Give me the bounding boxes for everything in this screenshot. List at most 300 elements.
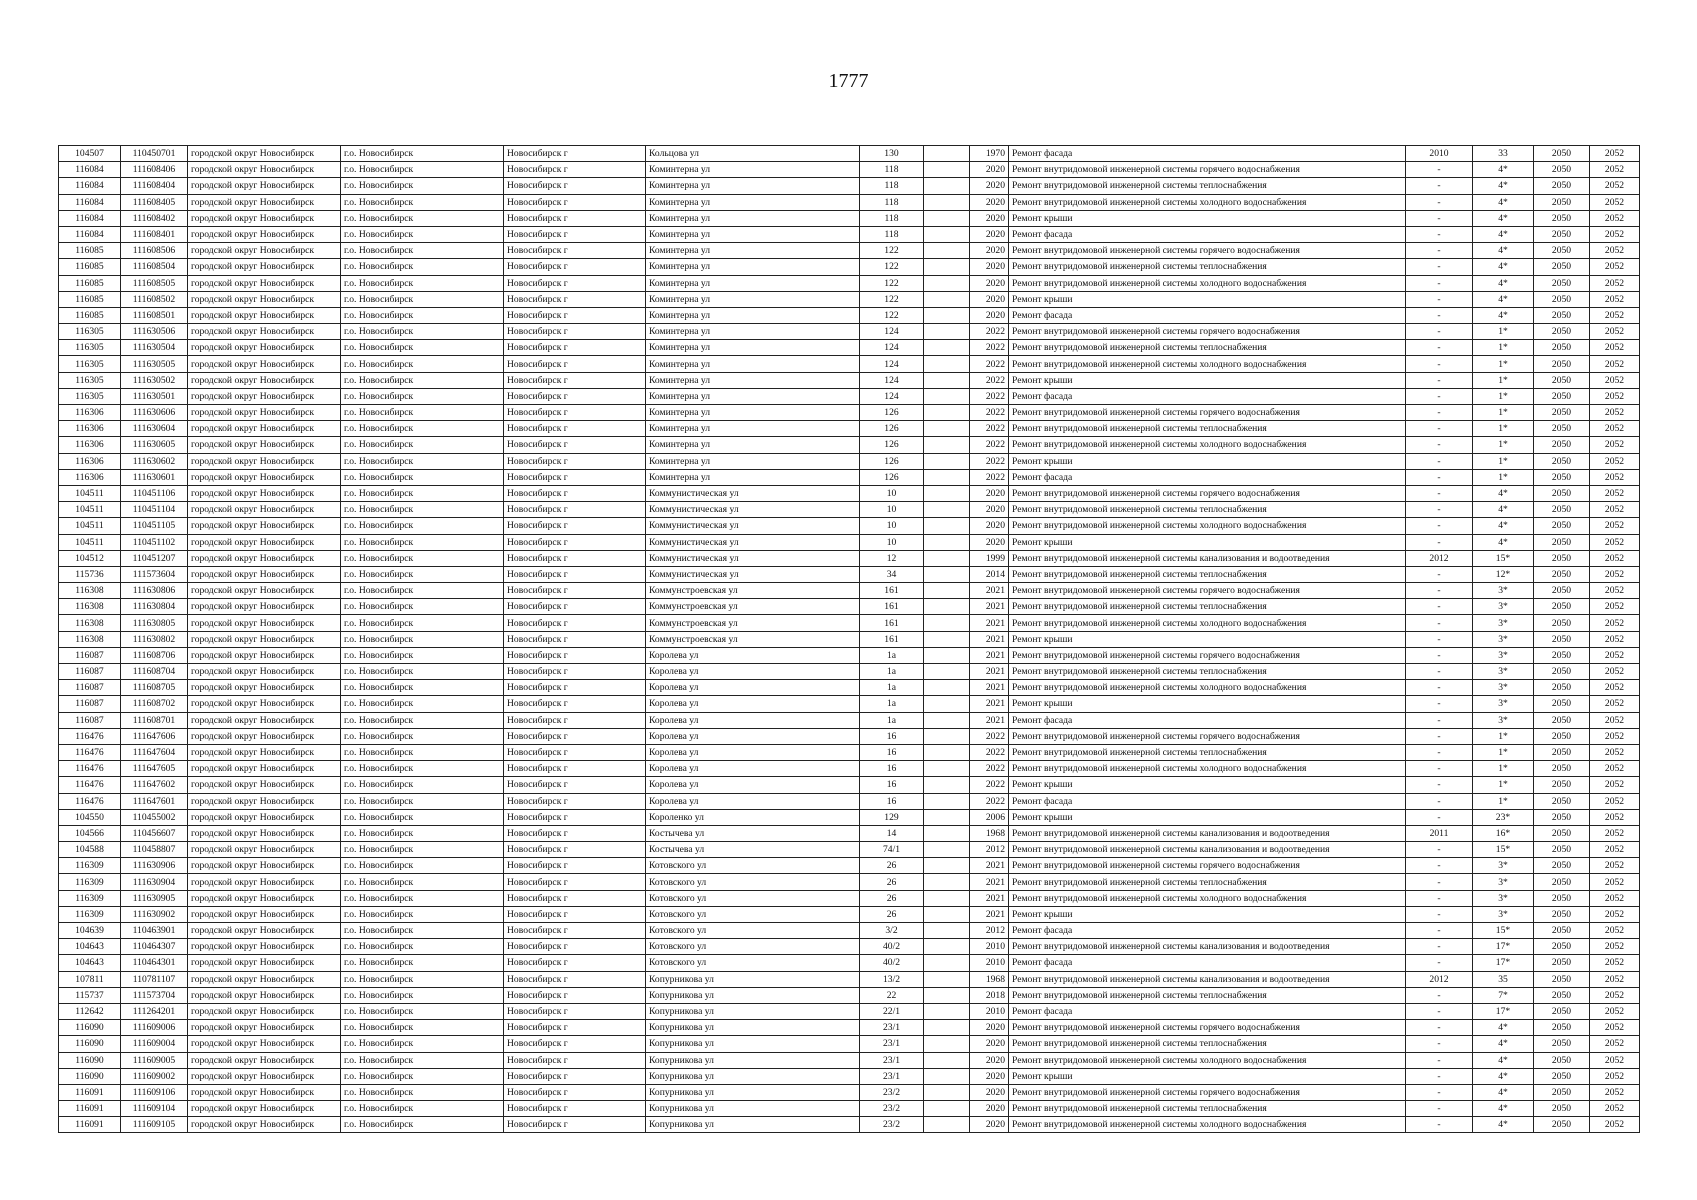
table-cell: Новосибирск г bbox=[504, 405, 646, 421]
table-cell: 2052 bbox=[1590, 971, 1640, 987]
table-cell: - bbox=[1406, 712, 1473, 728]
table-cell: 15* bbox=[1473, 923, 1534, 939]
table-cell: - bbox=[1406, 647, 1473, 663]
table-cell: 2052 bbox=[1590, 275, 1640, 291]
table-row bbox=[59, 1068, 1640, 1084]
table-cell: 2050 bbox=[1534, 453, 1590, 469]
table-cell: - bbox=[1406, 469, 1473, 485]
table-cell: - bbox=[1406, 405, 1473, 421]
table-cell: - bbox=[1406, 566, 1473, 582]
table-cell: Новосибирск г bbox=[504, 793, 646, 809]
table-cell bbox=[924, 259, 970, 275]
table-cell: - bbox=[1406, 356, 1473, 372]
table-cell: 2052 bbox=[1590, 1068, 1640, 1084]
table-cell: 2050 bbox=[1534, 761, 1590, 777]
table-cell: - bbox=[1406, 502, 1473, 518]
table-row bbox=[59, 858, 1640, 874]
table-cell: 115737 bbox=[59, 987, 121, 1003]
table-row bbox=[59, 1003, 1640, 1019]
table-cell: 116084 bbox=[59, 162, 121, 178]
table-cell: 116309 bbox=[59, 906, 121, 922]
table-cell: городской округ Новосибирск bbox=[188, 502, 341, 518]
table-cell: 2050 bbox=[1534, 1003, 1590, 1019]
table-cell: 111608701 bbox=[121, 712, 188, 728]
table-cell: 40/2 bbox=[860, 955, 924, 971]
table-cell: 115736 bbox=[59, 566, 121, 582]
table-cell: 2020 bbox=[970, 291, 1009, 307]
table-cell: городской округ Новосибирск bbox=[188, 291, 341, 307]
table-cell: 2052 bbox=[1590, 955, 1640, 971]
table-cell: городской округ Новосибирск bbox=[188, 566, 341, 582]
table-cell: Ремонт внутридомовой инженерной системы канализования и водоотведения bbox=[1009, 825, 1406, 841]
table-cell: 2021 bbox=[970, 858, 1009, 874]
table-cell: г.о. Новосибирск bbox=[341, 615, 504, 631]
table-cell: - bbox=[1406, 1117, 1473, 1133]
table-cell: 23/1 bbox=[860, 1068, 924, 1084]
table-cell: 116090 bbox=[59, 1020, 121, 1036]
table-cell: 3* bbox=[1473, 712, 1534, 728]
table-cell: г.о. Новосибирск bbox=[341, 453, 504, 469]
table-cell: 2020 bbox=[970, 259, 1009, 275]
table-cell: 2050 bbox=[1534, 923, 1590, 939]
table-cell: 111630904 bbox=[121, 874, 188, 890]
table-cell: Копурникова ул bbox=[646, 1101, 860, 1117]
table-cell: Коммунстроевская ул bbox=[646, 615, 860, 631]
table-cell: 4* bbox=[1473, 1052, 1534, 1068]
table-cell: 2052 bbox=[1590, 680, 1640, 696]
table-cell: г.о. Новосибирск bbox=[341, 405, 504, 421]
table-cell: Ремонт внутридомовой инженерной системы теплоснабжения bbox=[1009, 987, 1406, 1003]
table-cell: 4* bbox=[1473, 162, 1534, 178]
table-cell: городской округ Новосибирск bbox=[188, 194, 341, 210]
table-cell: Котовского ул bbox=[646, 955, 860, 971]
table-cell: Ремонт фасада bbox=[1009, 793, 1406, 809]
table-cell: Королева ул bbox=[646, 761, 860, 777]
table-cell: Ремонт фасада bbox=[1009, 226, 1406, 242]
table-cell: городской округ Новосибирск bbox=[188, 437, 341, 453]
table-cell: 2052 bbox=[1590, 1101, 1640, 1117]
table-cell bbox=[924, 1020, 970, 1036]
table-cell: 2050 bbox=[1534, 858, 1590, 874]
table-cell bbox=[924, 712, 970, 728]
table-cell: 12* bbox=[1473, 566, 1534, 582]
table-cell: 2022 bbox=[970, 777, 1009, 793]
table-cell: городской округ Новосибирск bbox=[188, 518, 341, 534]
table-cell: г.о. Новосибирск bbox=[341, 842, 504, 858]
table-cell: 116090 bbox=[59, 1052, 121, 1068]
table-cell: Коммунстроевская ул bbox=[646, 631, 860, 647]
table-cell: г.о. Новосибирск bbox=[341, 291, 504, 307]
table-cell: 2050 bbox=[1534, 550, 1590, 566]
table-cell: Новосибирск г bbox=[504, 890, 646, 906]
table-cell: 26 bbox=[860, 906, 924, 922]
table-cell: городской округ Новосибирск bbox=[188, 809, 341, 825]
table-cell: городской округ Новосибирск bbox=[188, 405, 341, 421]
table-cell: 2020 bbox=[970, 485, 1009, 501]
table-cell: городской округ Новосибирск bbox=[188, 340, 341, 356]
table-cell: Ремонт внутридомовой инженерной системы теплоснабжения bbox=[1009, 744, 1406, 760]
table-cell: 2021 bbox=[970, 712, 1009, 728]
table-cell: 116305 bbox=[59, 372, 121, 388]
table-cell: 2020 bbox=[970, 210, 1009, 226]
table-cell: 2050 bbox=[1534, 971, 1590, 987]
table-cell: 4* bbox=[1473, 194, 1534, 210]
table-cell: 111573704 bbox=[121, 987, 188, 1003]
table-row bbox=[59, 146, 1640, 162]
table-cell: 2052 bbox=[1590, 761, 1640, 777]
table-cell bbox=[924, 146, 970, 162]
table-cell: 1а bbox=[860, 696, 924, 712]
table-cell: Королева ул bbox=[646, 793, 860, 809]
table-row bbox=[59, 275, 1640, 291]
table-cell: 4* bbox=[1473, 502, 1534, 518]
table-cell: городской округ Новосибирск bbox=[188, 923, 341, 939]
table-cell: 111608502 bbox=[121, 291, 188, 307]
table-cell bbox=[924, 550, 970, 566]
table-cell: 7* bbox=[1473, 987, 1534, 1003]
table-cell: 2050 bbox=[1534, 388, 1590, 404]
table-cell: Ремонт внутридомовой инженерной системы холодного водоснабжения bbox=[1009, 518, 1406, 534]
table-cell: Ремонт внутридомовой инженерной системы горячего водоснабжения bbox=[1009, 1020, 1406, 1036]
table-row bbox=[59, 761, 1640, 777]
table-cell: г.о. Новосибирск bbox=[341, 210, 504, 226]
table-cell: Новосибирск г bbox=[504, 858, 646, 874]
table-cell: - bbox=[1406, 291, 1473, 307]
table-cell: 2052 bbox=[1590, 664, 1640, 680]
table-cell: г.о. Новосибирск bbox=[341, 712, 504, 728]
table-cell: - bbox=[1406, 485, 1473, 501]
table-cell: 2052 bbox=[1590, 485, 1640, 501]
table-cell: г.о. Новосибирск bbox=[341, 793, 504, 809]
table-cell: г.о. Новосибирск bbox=[341, 955, 504, 971]
table-cell: Котовского ул bbox=[646, 890, 860, 906]
table-cell: 4* bbox=[1473, 534, 1534, 550]
table-cell: 1* bbox=[1473, 777, 1534, 793]
table-cell: 2052 bbox=[1590, 453, 1640, 469]
table-cell: 1968 bbox=[970, 825, 1009, 841]
table-cell: - bbox=[1406, 599, 1473, 615]
table-cell: 2050 bbox=[1534, 146, 1590, 162]
table-row bbox=[59, 777, 1640, 793]
table-cell bbox=[924, 583, 970, 599]
table-cell: Коминтерна ул bbox=[646, 226, 860, 242]
table-cell: 112642 bbox=[59, 1003, 121, 1019]
table-cell: 2050 bbox=[1534, 809, 1590, 825]
table-cell: Копурникова ул bbox=[646, 1052, 860, 1068]
table-cell: Новосибирск г bbox=[504, 550, 646, 566]
table-cell: 2052 bbox=[1590, 405, 1640, 421]
table-cell: г.о. Новосибирск bbox=[341, 890, 504, 906]
table-cell: 2050 bbox=[1534, 874, 1590, 890]
table-cell: 111630605 bbox=[121, 437, 188, 453]
table-cell: Новосибирск г bbox=[504, 324, 646, 340]
table-cell: - bbox=[1406, 664, 1473, 680]
table-cell: Ремонт внутридомовой инженерной системы теплоснабжения bbox=[1009, 421, 1406, 437]
table-cell: 4* bbox=[1473, 307, 1534, 323]
table-cell: Новосибирск г bbox=[504, 987, 646, 1003]
table-cell: 2052 bbox=[1590, 324, 1640, 340]
table-cell: - bbox=[1406, 842, 1473, 858]
table-cell: Коминтерна ул bbox=[646, 275, 860, 291]
table-cell: - bbox=[1406, 1101, 1473, 1117]
table-cell: 23/2 bbox=[860, 1117, 924, 1133]
table-cell: 26 bbox=[860, 890, 924, 906]
table-cell: 116090 bbox=[59, 1068, 121, 1084]
table-cell: 104643 bbox=[59, 955, 121, 971]
table-cell: 116309 bbox=[59, 874, 121, 890]
table-cell bbox=[924, 324, 970, 340]
table-cell: - bbox=[1406, 324, 1473, 340]
table-cell: городской округ Новосибирск bbox=[188, 1084, 341, 1100]
table-cell: 17* bbox=[1473, 955, 1534, 971]
table-cell: Коминтерна ул bbox=[646, 372, 860, 388]
table-cell: 2050 bbox=[1534, 1036, 1590, 1052]
table-cell: 2050 bbox=[1534, 372, 1590, 388]
table-cell: 2021 bbox=[970, 599, 1009, 615]
table-cell: 116305 bbox=[59, 340, 121, 356]
table-cell: 2052 bbox=[1590, 291, 1640, 307]
table-cell: Копурникова ул bbox=[646, 1117, 860, 1133]
table-cell: Ремонт крыши bbox=[1009, 696, 1406, 712]
table-cell: - bbox=[1406, 1068, 1473, 1084]
table-cell: г.о. Новосибирск bbox=[341, 874, 504, 890]
table-cell: Новосибирск г bbox=[504, 340, 646, 356]
table-cell: 2022 bbox=[970, 421, 1009, 437]
table-cell bbox=[924, 825, 970, 841]
table-cell: 116085 bbox=[59, 291, 121, 307]
table-cell: 104550 bbox=[59, 809, 121, 825]
table-cell: 2052 bbox=[1590, 890, 1640, 906]
table-cell: 2052 bbox=[1590, 1003, 1640, 1019]
table-cell: Ремонт крыши bbox=[1009, 631, 1406, 647]
table-cell: 2050 bbox=[1534, 1084, 1590, 1100]
table-cell: 2052 bbox=[1590, 696, 1640, 712]
table-cell: - bbox=[1406, 777, 1473, 793]
table-cell: городской округ Новосибирск bbox=[188, 599, 341, 615]
table-cell: Королева ул bbox=[646, 680, 860, 696]
table-row bbox=[59, 566, 1640, 582]
table-cell: 122 bbox=[860, 307, 924, 323]
table-cell: 4* bbox=[1473, 485, 1534, 501]
table-cell: 16 bbox=[860, 777, 924, 793]
table-cell: 3/2 bbox=[860, 923, 924, 939]
table-row bbox=[59, 680, 1640, 696]
table-cell: Новосибирск г bbox=[504, 680, 646, 696]
table-cell: 2050 bbox=[1534, 955, 1590, 971]
table-cell: Коминтерна ул bbox=[646, 324, 860, 340]
table-cell: 2011 bbox=[1406, 825, 1473, 841]
table-cell: 2021 bbox=[970, 647, 1009, 663]
table-cell: 2052 bbox=[1590, 906, 1640, 922]
table-cell: - bbox=[1406, 744, 1473, 760]
table-cell: 111264201 bbox=[121, 1003, 188, 1019]
table-cell: 2050 bbox=[1534, 178, 1590, 194]
table-cell: городской округ Новосибирск bbox=[188, 583, 341, 599]
table-cell: Ремонт внутридомовой инженерной системы горячего водоснабжения bbox=[1009, 728, 1406, 744]
table-cell: 35 bbox=[1473, 971, 1534, 987]
table-cell: Новосибирск г bbox=[504, 777, 646, 793]
table-cell: 116476 bbox=[59, 744, 121, 760]
table-cell: Новосибирск г bbox=[504, 874, 646, 890]
table-cell: Ремонт внутридомовой инженерной системы холодного водоснабжения bbox=[1009, 194, 1406, 210]
table-cell bbox=[924, 615, 970, 631]
table-cell: г.о. Новосибирск bbox=[341, 226, 504, 242]
table-cell: 116091 bbox=[59, 1084, 121, 1100]
table-cell: городской округ Новосибирск bbox=[188, 259, 341, 275]
table-cell: 10 bbox=[860, 518, 924, 534]
table-cell: г.о. Новосибирск bbox=[341, 923, 504, 939]
table-cell: г.о. Новосибирск bbox=[341, 631, 504, 647]
table-cell: 3* bbox=[1473, 696, 1534, 712]
table-cell: городской округ Новосибирск bbox=[188, 744, 341, 760]
table-cell: Новосибирск г bbox=[504, 664, 646, 680]
table-cell: Коминтерна ул bbox=[646, 340, 860, 356]
table-cell bbox=[924, 858, 970, 874]
table-cell: 126 bbox=[860, 453, 924, 469]
table-cell: 2020 bbox=[970, 275, 1009, 291]
table-cell: Новосибирск г bbox=[504, 469, 646, 485]
table-cell: - bbox=[1406, 178, 1473, 194]
table-cell: 2050 bbox=[1534, 1052, 1590, 1068]
table-cell: Ремонт фасада bbox=[1009, 712, 1406, 728]
table-cell: 2020 bbox=[970, 518, 1009, 534]
table-cell: 2022 bbox=[970, 437, 1009, 453]
table-cell: Новосибирск г bbox=[504, 615, 646, 631]
table-cell: - bbox=[1406, 1052, 1473, 1068]
table-cell: 2052 bbox=[1590, 178, 1640, 194]
table-cell: г.о. Новосибирск bbox=[341, 696, 504, 712]
table-cell: г.о. Новосибирск bbox=[341, 1068, 504, 1084]
table-cell: 26 bbox=[860, 858, 924, 874]
table-cell: 104512 bbox=[59, 550, 121, 566]
table-cell: Коминтерна ул bbox=[646, 388, 860, 404]
table-row bbox=[59, 615, 1640, 631]
table-cell: Новосибирск г bbox=[504, 502, 646, 518]
table-cell: 111630505 bbox=[121, 356, 188, 372]
table-cell: 116308 bbox=[59, 583, 121, 599]
table-cell: Новосибирск г bbox=[504, 1117, 646, 1133]
table-cell: 3* bbox=[1473, 874, 1534, 890]
table-cell: 1970 bbox=[970, 146, 1009, 162]
table-row bbox=[59, 728, 1640, 744]
table-cell bbox=[924, 210, 970, 226]
table-cell: г.о. Новосибирск bbox=[341, 939, 504, 955]
table-cell: 126 bbox=[860, 405, 924, 421]
table-cell: - bbox=[1406, 534, 1473, 550]
table-cell: 1968 bbox=[970, 971, 1009, 987]
table-cell: городской округ Новосибирск bbox=[188, 874, 341, 890]
table-cell: 12 bbox=[860, 550, 924, 566]
table-cell: 126 bbox=[860, 469, 924, 485]
table-cell: 111630602 bbox=[121, 453, 188, 469]
table-cell: 15* bbox=[1473, 550, 1534, 566]
table-cell: 107811 bbox=[59, 971, 121, 987]
table-cell: Ремонт внутридомовой инженерной системы холодного водоснабжения bbox=[1009, 761, 1406, 777]
table-cell: 2020 bbox=[970, 1068, 1009, 1084]
table-cell bbox=[924, 971, 970, 987]
table-cell: 2050 bbox=[1534, 356, 1590, 372]
table-cell bbox=[924, 906, 970, 922]
table-cell: Новосибирск г bbox=[504, 712, 646, 728]
table-cell: 104507 bbox=[59, 146, 121, 162]
table-row bbox=[59, 874, 1640, 890]
table-cell: Коминтерна ул bbox=[646, 210, 860, 226]
table-cell: 2021 bbox=[970, 583, 1009, 599]
table-cell bbox=[924, 485, 970, 501]
table-cell: 2020 bbox=[970, 534, 1009, 550]
table-cell: Новосибирск г bbox=[504, 194, 646, 210]
table-cell: Новосибирск г bbox=[504, 1052, 646, 1068]
table-cell: 2050 bbox=[1534, 1101, 1590, 1117]
table-cell: г.о. Новосибирск bbox=[341, 356, 504, 372]
table-cell: 2052 bbox=[1590, 1052, 1640, 1068]
table-cell: Новосибирск г bbox=[504, 1101, 646, 1117]
table-cell: 1* bbox=[1473, 356, 1534, 372]
table-cell: 116476 bbox=[59, 761, 121, 777]
table-cell bbox=[924, 226, 970, 242]
table-cell: 34 bbox=[860, 566, 924, 582]
table-cell: г.о. Новосибирск bbox=[341, 194, 504, 210]
table-cell: 111647602 bbox=[121, 777, 188, 793]
table-cell: 111609004 bbox=[121, 1036, 188, 1052]
table-cell: Ремонт крыши bbox=[1009, 453, 1406, 469]
table-row bbox=[59, 1117, 1640, 1133]
table-cell: 2052 bbox=[1590, 777, 1640, 793]
table-cell: 3* bbox=[1473, 890, 1534, 906]
table-cell: городской округ Новосибирск bbox=[188, 842, 341, 858]
table-cell: Ремонт внутридомовой инженерной системы теплоснабжения bbox=[1009, 1101, 1406, 1117]
table-cell: 2052 bbox=[1590, 307, 1640, 323]
table-cell: Новосибирск г bbox=[504, 356, 646, 372]
table-cell: 110781107 bbox=[121, 971, 188, 987]
table-cell: 2052 bbox=[1590, 550, 1640, 566]
table-cell: 2050 bbox=[1534, 680, 1590, 696]
table-cell: 111609106 bbox=[121, 1084, 188, 1100]
table-cell: 104566 bbox=[59, 825, 121, 841]
table-cell: 13/2 bbox=[860, 971, 924, 987]
table-cell: 110451102 bbox=[121, 534, 188, 550]
table-cell: Новосибирск г bbox=[504, 291, 646, 307]
table-cell: 118 bbox=[860, 210, 924, 226]
table-cell: 2050 bbox=[1534, 890, 1590, 906]
table-row bbox=[59, 696, 1640, 712]
table-cell: Новосибирск г bbox=[504, 939, 646, 955]
table-cell: - bbox=[1406, 615, 1473, 631]
table-cell: 116476 bbox=[59, 793, 121, 809]
table-cell: Ремонт крыши bbox=[1009, 534, 1406, 550]
table-cell: Ремонт внутридомовой инженерной системы горячего водоснабжения bbox=[1009, 405, 1406, 421]
table-cell: Коммунистическая ул bbox=[646, 550, 860, 566]
table-row bbox=[59, 712, 1640, 728]
table-cell: г.о. Новосибирск bbox=[341, 340, 504, 356]
table-cell: Новосибирск г bbox=[504, 146, 646, 162]
table-cell bbox=[924, 405, 970, 421]
table-cell: 111608404 bbox=[121, 178, 188, 194]
table-row bbox=[59, 1036, 1640, 1052]
table-cell: Ремонт внутридомовой инженерной системы теплоснабжения bbox=[1009, 340, 1406, 356]
table-cell: Ремонт крыши bbox=[1009, 777, 1406, 793]
table-cell: 3* bbox=[1473, 615, 1534, 631]
table-cell: 2050 bbox=[1534, 566, 1590, 582]
table-cell bbox=[924, 631, 970, 647]
table-cell: Новосибирск г bbox=[504, 809, 646, 825]
table-cell: г.о. Новосибирск bbox=[341, 809, 504, 825]
table-cell: 23/1 bbox=[860, 1036, 924, 1052]
table-cell: Новосибирск г bbox=[504, 647, 646, 663]
table-cell: Королева ул bbox=[646, 777, 860, 793]
table-cell: 104511 bbox=[59, 502, 121, 518]
table-cell: городской округ Новосибирск bbox=[188, 1020, 341, 1036]
